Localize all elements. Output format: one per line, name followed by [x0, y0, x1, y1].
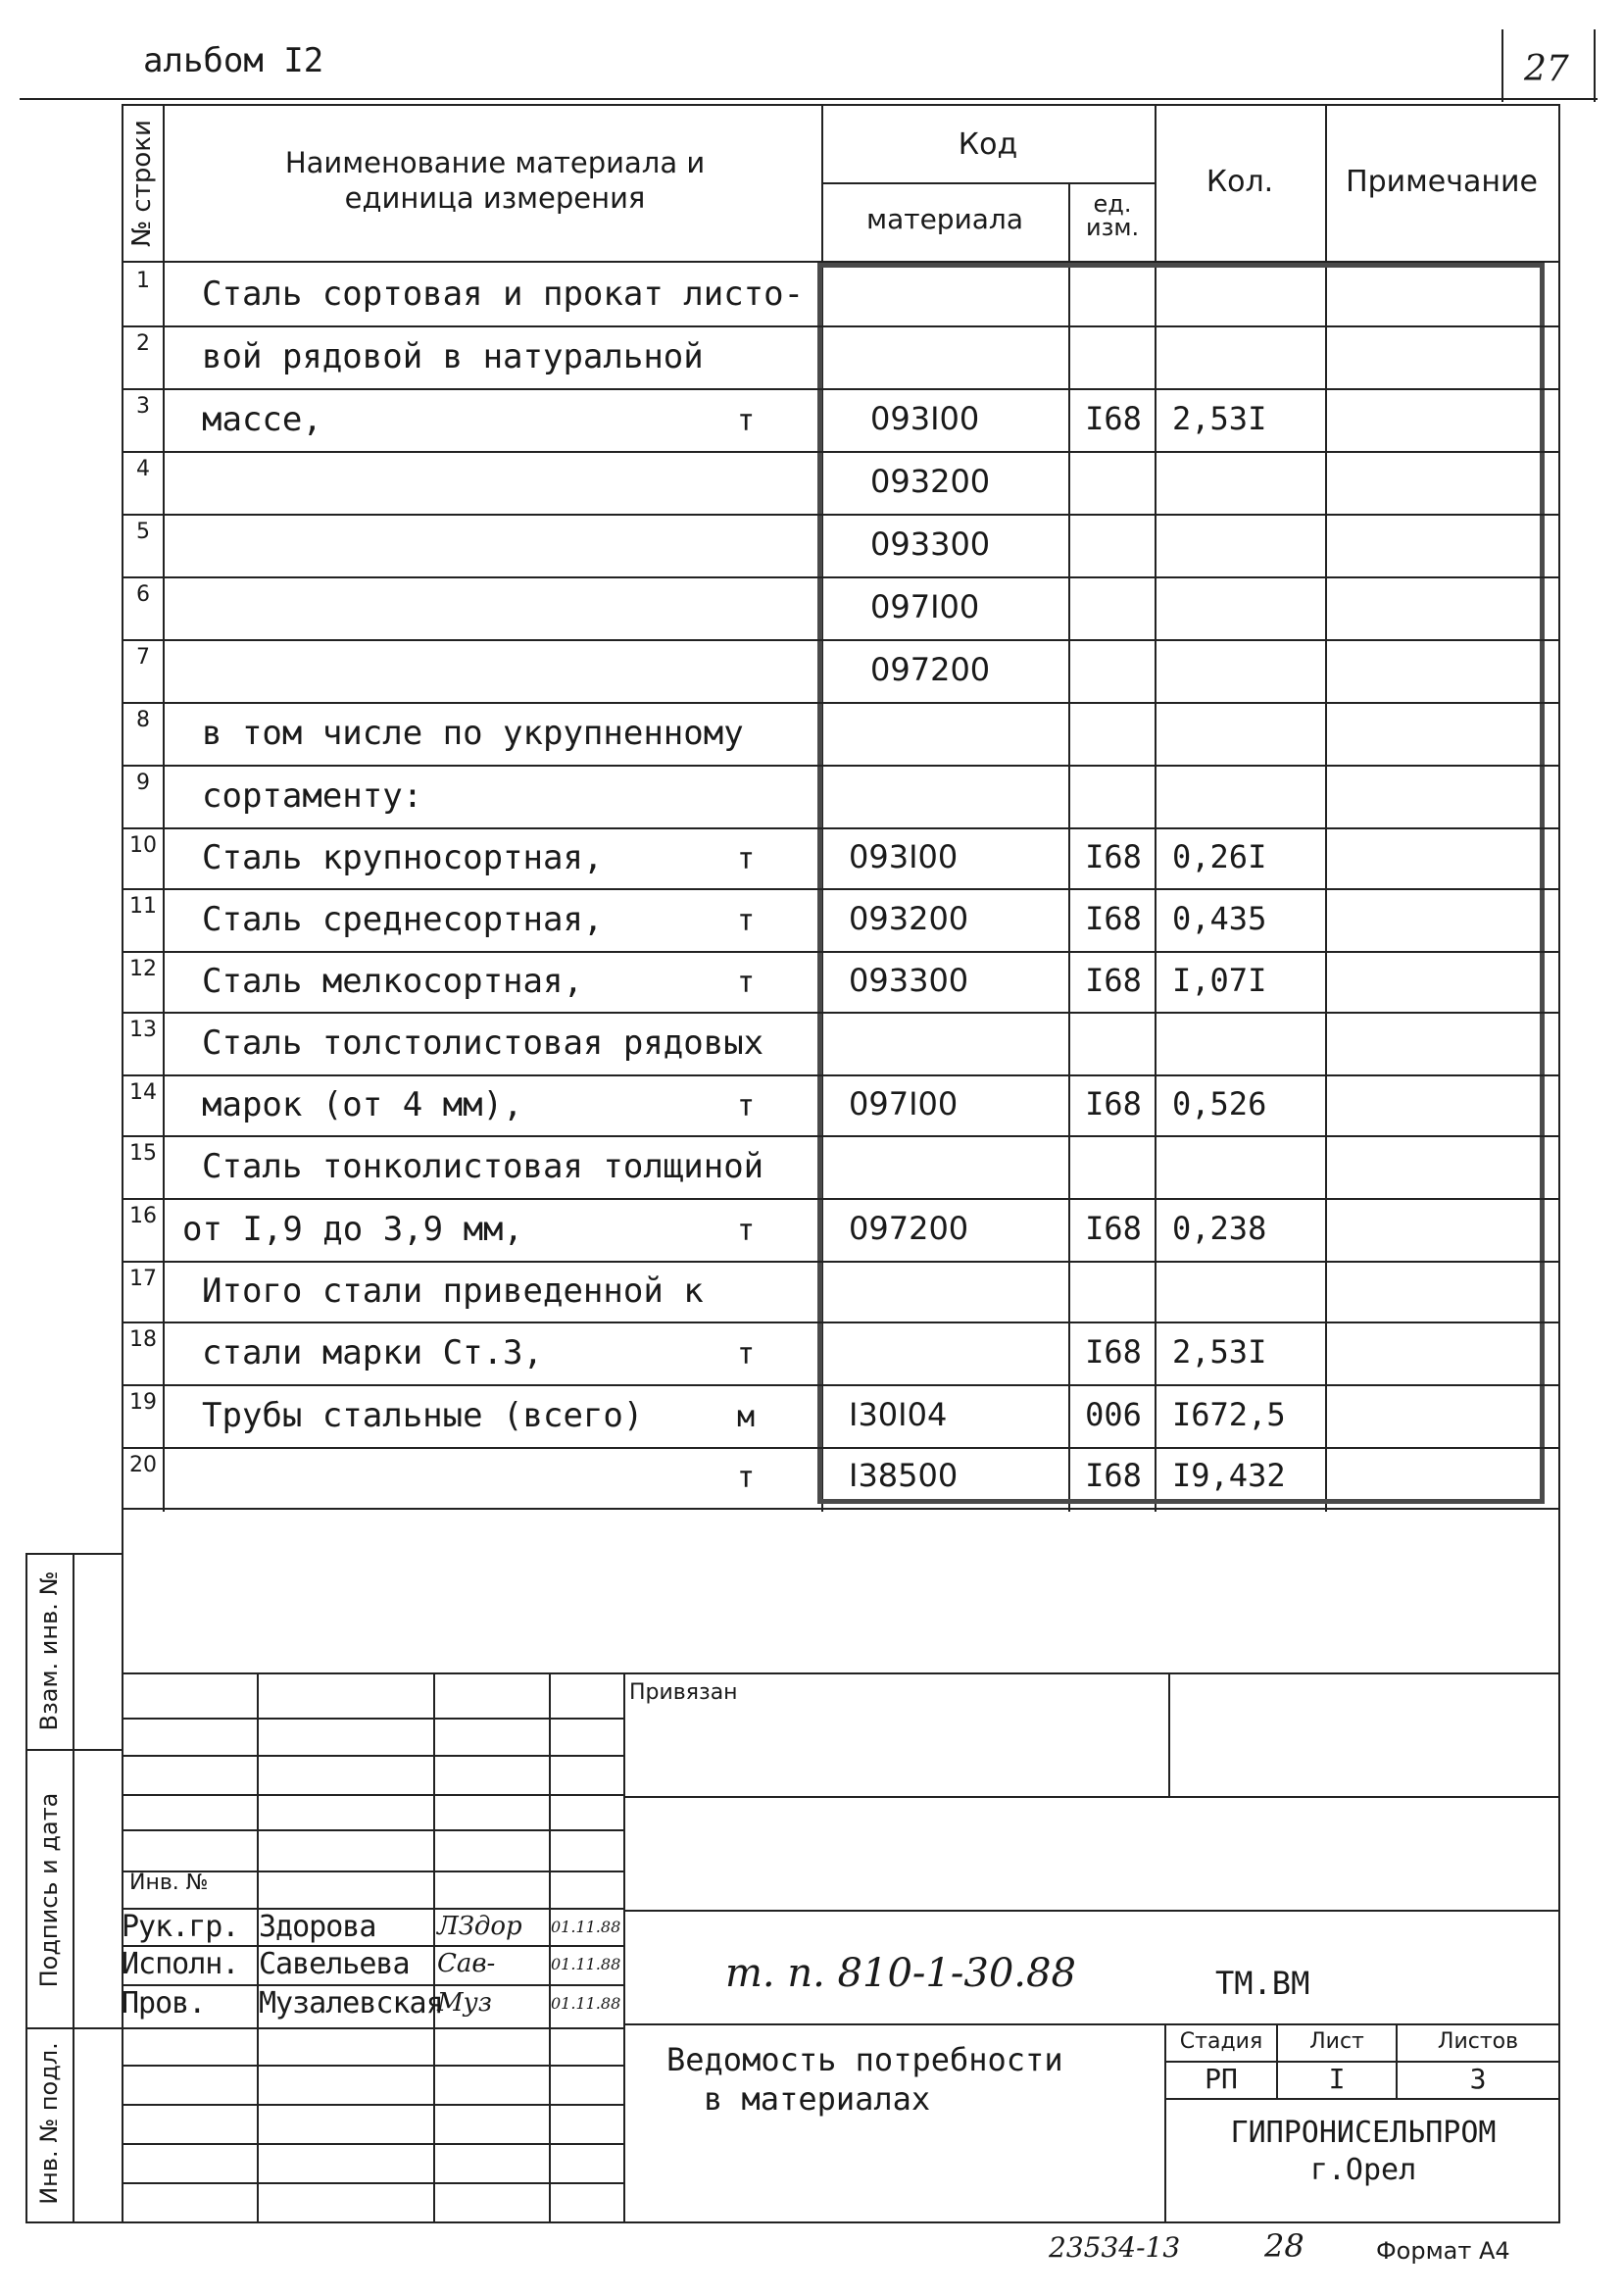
row-rule [122, 888, 1558, 890]
signature: Сав- [437, 1949, 496, 1978]
unit-code: 006 [1085, 1396, 1142, 1433]
row-rule [122, 325, 1558, 327]
stamp-row-rule [122, 2182, 623, 2184]
album-label: альбом I2 [143, 41, 324, 80]
document-mark: ТМ.ВМ [1215, 1965, 1310, 2002]
code-block-border [817, 263, 1545, 1504]
col-header-note: Примечание [1346, 165, 1538, 199]
stamp-row-rule [122, 1794, 623, 1796]
side-strip-sep2 [25, 2027, 123, 2029]
organization-city: г.Орел [1309, 2153, 1417, 2187]
material-name: Сталь крупносортная, [202, 838, 604, 877]
unit-code: I68 [1085, 838, 1142, 875]
row-rule [122, 827, 1558, 829]
quantity: I672,5 [1172, 1396, 1286, 1433]
sheets-value: 3 [1469, 2063, 1487, 2095]
material-name: в том числе по укрупненному [202, 714, 744, 753]
stamp-top-rule [122, 1672, 1558, 1674]
material-code: 093I00 [870, 400, 980, 437]
frame-bottom [25, 2221, 1560, 2223]
stage-box-rule2 [1164, 2098, 1558, 2100]
side-strip-sep1 [25, 1749, 123, 1751]
row-rule [122, 514, 1558, 516]
material-code: 093300 [870, 525, 991, 563]
col-header-code-material: материала [865, 203, 1023, 235]
quantity: 0,238 [1172, 1210, 1267, 1247]
frame-right [1558, 104, 1560, 2221]
signatory-role: Рук.гр. [122, 1910, 239, 1944]
row-rule [122, 951, 1558, 953]
row-number: 7 [136, 645, 150, 670]
stamp-rule-a [623, 1796, 1558, 1798]
row-rule [122, 576, 1558, 578]
row-number: 3 [136, 394, 150, 419]
signatory-name: Савельева [259, 1947, 410, 1981]
unit-of-measure: т [737, 1461, 756, 1495]
row-rule [122, 1012, 1558, 1014]
project-code: т. п. 810-1-30.88 [725, 1951, 1076, 1996]
row-number: 12 [129, 957, 157, 981]
unit-code: I68 [1085, 962, 1142, 999]
row-rule [122, 451, 1558, 453]
sheet-label: Лист [1309, 2029, 1364, 2054]
signatory-name: Здорова [259, 1910, 376, 1944]
material-name: Трубы стальные (всего) [202, 1396, 644, 1435]
quantity: 2,53I [1172, 400, 1267, 437]
material-name: Сталь среднесортная, [202, 900, 604, 939]
stamp-row-rule [122, 2143, 623, 2145]
col-header-code: Код [958, 127, 1018, 162]
row-rule [122, 1261, 1558, 1263]
stamp-row-rule [122, 2104, 623, 2106]
stamp-row-rule [122, 2027, 623, 2029]
quantity: 2,53I [1172, 1333, 1267, 1371]
format-label: Формат А4 [1376, 2237, 1510, 2265]
row-number: 5 [136, 520, 150, 544]
row-number: 20 [129, 1453, 157, 1477]
unit-of-measure: т [737, 404, 756, 438]
quantity: 0,526 [1172, 1085, 1267, 1123]
material-code: 093I00 [849, 838, 959, 875]
sheet-value: I [1328, 2063, 1346, 2095]
side-strip-inner [73, 1553, 74, 2221]
row-number: 13 [129, 1018, 157, 1042]
quantity: I9,432 [1172, 1457, 1286, 1494]
row-rule [122, 388, 1558, 390]
side-label-inv-podl: Инв. № подл. [35, 2042, 63, 2205]
sheets-label: Листов [1437, 2029, 1519, 2054]
row-number: 17 [129, 1267, 157, 1291]
unit-of-measure: т [737, 904, 756, 938]
page-number-box-right [1594, 29, 1596, 102]
organization-name: ГИПРОНИСЕЛЬПРОМ [1230, 2116, 1497, 2150]
material-code: I38500 [849, 1457, 959, 1494]
row-number: 19 [129, 1390, 157, 1415]
row-number: 2 [136, 331, 150, 356]
row-rule [122, 1384, 1558, 1386]
stamp-rule-c [623, 2023, 1558, 2025]
material-code: I30I04 [849, 1396, 948, 1433]
unit-of-measure: т [737, 842, 756, 876]
stamp-col-rule5 [1168, 1672, 1170, 1796]
material-name: Сталь сортовая и прокат листо- [202, 274, 805, 314]
material-code: 097I00 [870, 588, 980, 625]
row-number: 10 [129, 833, 157, 858]
unit-of-measure: т [737, 1214, 756, 1248]
material-name: марок (от 4 мм), [202, 1085, 523, 1124]
row-rule [122, 1135, 1558, 1137]
col-header-row-no: № строки [127, 120, 157, 247]
document-title-line2: в материалах [704, 2080, 931, 2118]
row-rule [122, 765, 1558, 767]
col-rule-num [163, 104, 165, 1512]
col-header-qty: Кол. [1206, 165, 1274, 199]
signatory-role: Пров. [122, 1986, 206, 2021]
archive-number: 23534-13 [1049, 2231, 1181, 2264]
signature-date: 01.11.88 [551, 1918, 621, 1936]
unit-of-measure: т [737, 966, 756, 1000]
quantity: I,07I [1172, 962, 1267, 999]
unit-code: I68 [1085, 900, 1142, 937]
unit-code: I68 [1085, 1085, 1142, 1123]
unit-code: I68 [1085, 1333, 1142, 1371]
col-header-name: Наименование материала и единица измерения [284, 146, 706, 215]
unit-of-measure: т [737, 1337, 756, 1372]
unit-code: I68 [1085, 400, 1142, 437]
signature-date: 01.11.88 [551, 1955, 621, 1973]
stamp-row-rule [122, 1755, 623, 1757]
signatory-role: Исполн. [122, 1947, 239, 1981]
stage-value: РП [1205, 2063, 1238, 2095]
page-number: 27 [1524, 49, 1569, 89]
side-label-podpis: Подпись и дата [35, 1792, 63, 1988]
material-name: Сталь тонколистовая толщиной [202, 1147, 764, 1186]
row-number: 4 [136, 457, 150, 481]
material-code: 093200 [849, 900, 969, 937]
material-name: Сталь толстолистовая рядовых [202, 1023, 764, 1063]
row-number: 9 [136, 771, 150, 795]
material-code: 097200 [849, 1210, 969, 1247]
stage-label: Стадия [1179, 2029, 1263, 2054]
row-rule [122, 702, 1558, 704]
row-number: 14 [129, 1080, 157, 1105]
inv-no-label: Инв. № [129, 1871, 209, 1895]
material-name: от I,9 до 3,9 мм, [182, 1210, 523, 1249]
stamp-row-rule [122, 1718, 623, 1720]
quantity: 0,26I [1172, 838, 1267, 875]
privyazan-label: Привязан [629, 1680, 738, 1705]
row-number: 8 [136, 708, 150, 732]
row-rule [122, 1322, 1558, 1323]
material-code: 093200 [870, 463, 991, 500]
material-code: 097I00 [849, 1085, 959, 1123]
row-number: 6 [136, 582, 150, 607]
side-strip-top [25, 1553, 123, 1555]
material-name: Итого стали приведенной к [202, 1272, 704, 1311]
row-rule [122, 639, 1558, 641]
material-name: стали марки Ст.3, [202, 1333, 543, 1372]
unit-code: I68 [1085, 1457, 1142, 1494]
row-rule [122, 1074, 1558, 1076]
material-name: массе, [202, 400, 322, 439]
col-header-code-unit: ед. изм. [1086, 190, 1140, 241]
side-strip-outer [25, 1553, 27, 2221]
unit-of-measure: м [737, 1400, 756, 1434]
material-code: 093300 [849, 962, 969, 999]
page-number-box-left [1501, 29, 1503, 102]
table-bottom-rule [122, 1508, 1558, 1510]
material-name: вой рядовой в натуральной [202, 337, 704, 376]
signatory-name: Музалевская [259, 1986, 443, 2021]
code-subheader-rule [821, 182, 1155, 184]
row-number: 11 [129, 894, 157, 919]
frame-left [122, 104, 123, 2221]
unit-code: I68 [1085, 1210, 1142, 1247]
unit-of-measure: т [737, 1089, 756, 1123]
row-number: 15 [129, 1141, 157, 1166]
row-rule [122, 1198, 1558, 1200]
signature: ЛЗдор [437, 1912, 522, 1941]
material-name: Сталь мелкосортная, [202, 962, 583, 1001]
header-rule [20, 98, 1598, 100]
material-code: 097200 [870, 651, 991, 688]
document-title-line1: Ведомость потребности [666, 2041, 1063, 2078]
signature-date: 01.11.88 [551, 1994, 621, 2013]
copy-number: 28 [1264, 2227, 1304, 2265]
row-number: 18 [129, 1327, 157, 1352]
row-number: 1 [136, 269, 150, 293]
row-rule [122, 1447, 1558, 1449]
quantity: 0,435 [1172, 900, 1267, 937]
stamp-row-rule [122, 1829, 623, 1831]
stamp-col-rule4 [623, 1672, 625, 2221]
frame-top [122, 104, 1558, 106]
side-label-vzam: Взам. инв. № [35, 1571, 63, 1731]
signature: Муз [437, 1988, 492, 2018]
stamp-rule-b [623, 1910, 1558, 1912]
stamp-row-rule [122, 2065, 623, 2067]
row-number: 16 [129, 1204, 157, 1228]
material-name: сортаменту: [202, 776, 423, 816]
